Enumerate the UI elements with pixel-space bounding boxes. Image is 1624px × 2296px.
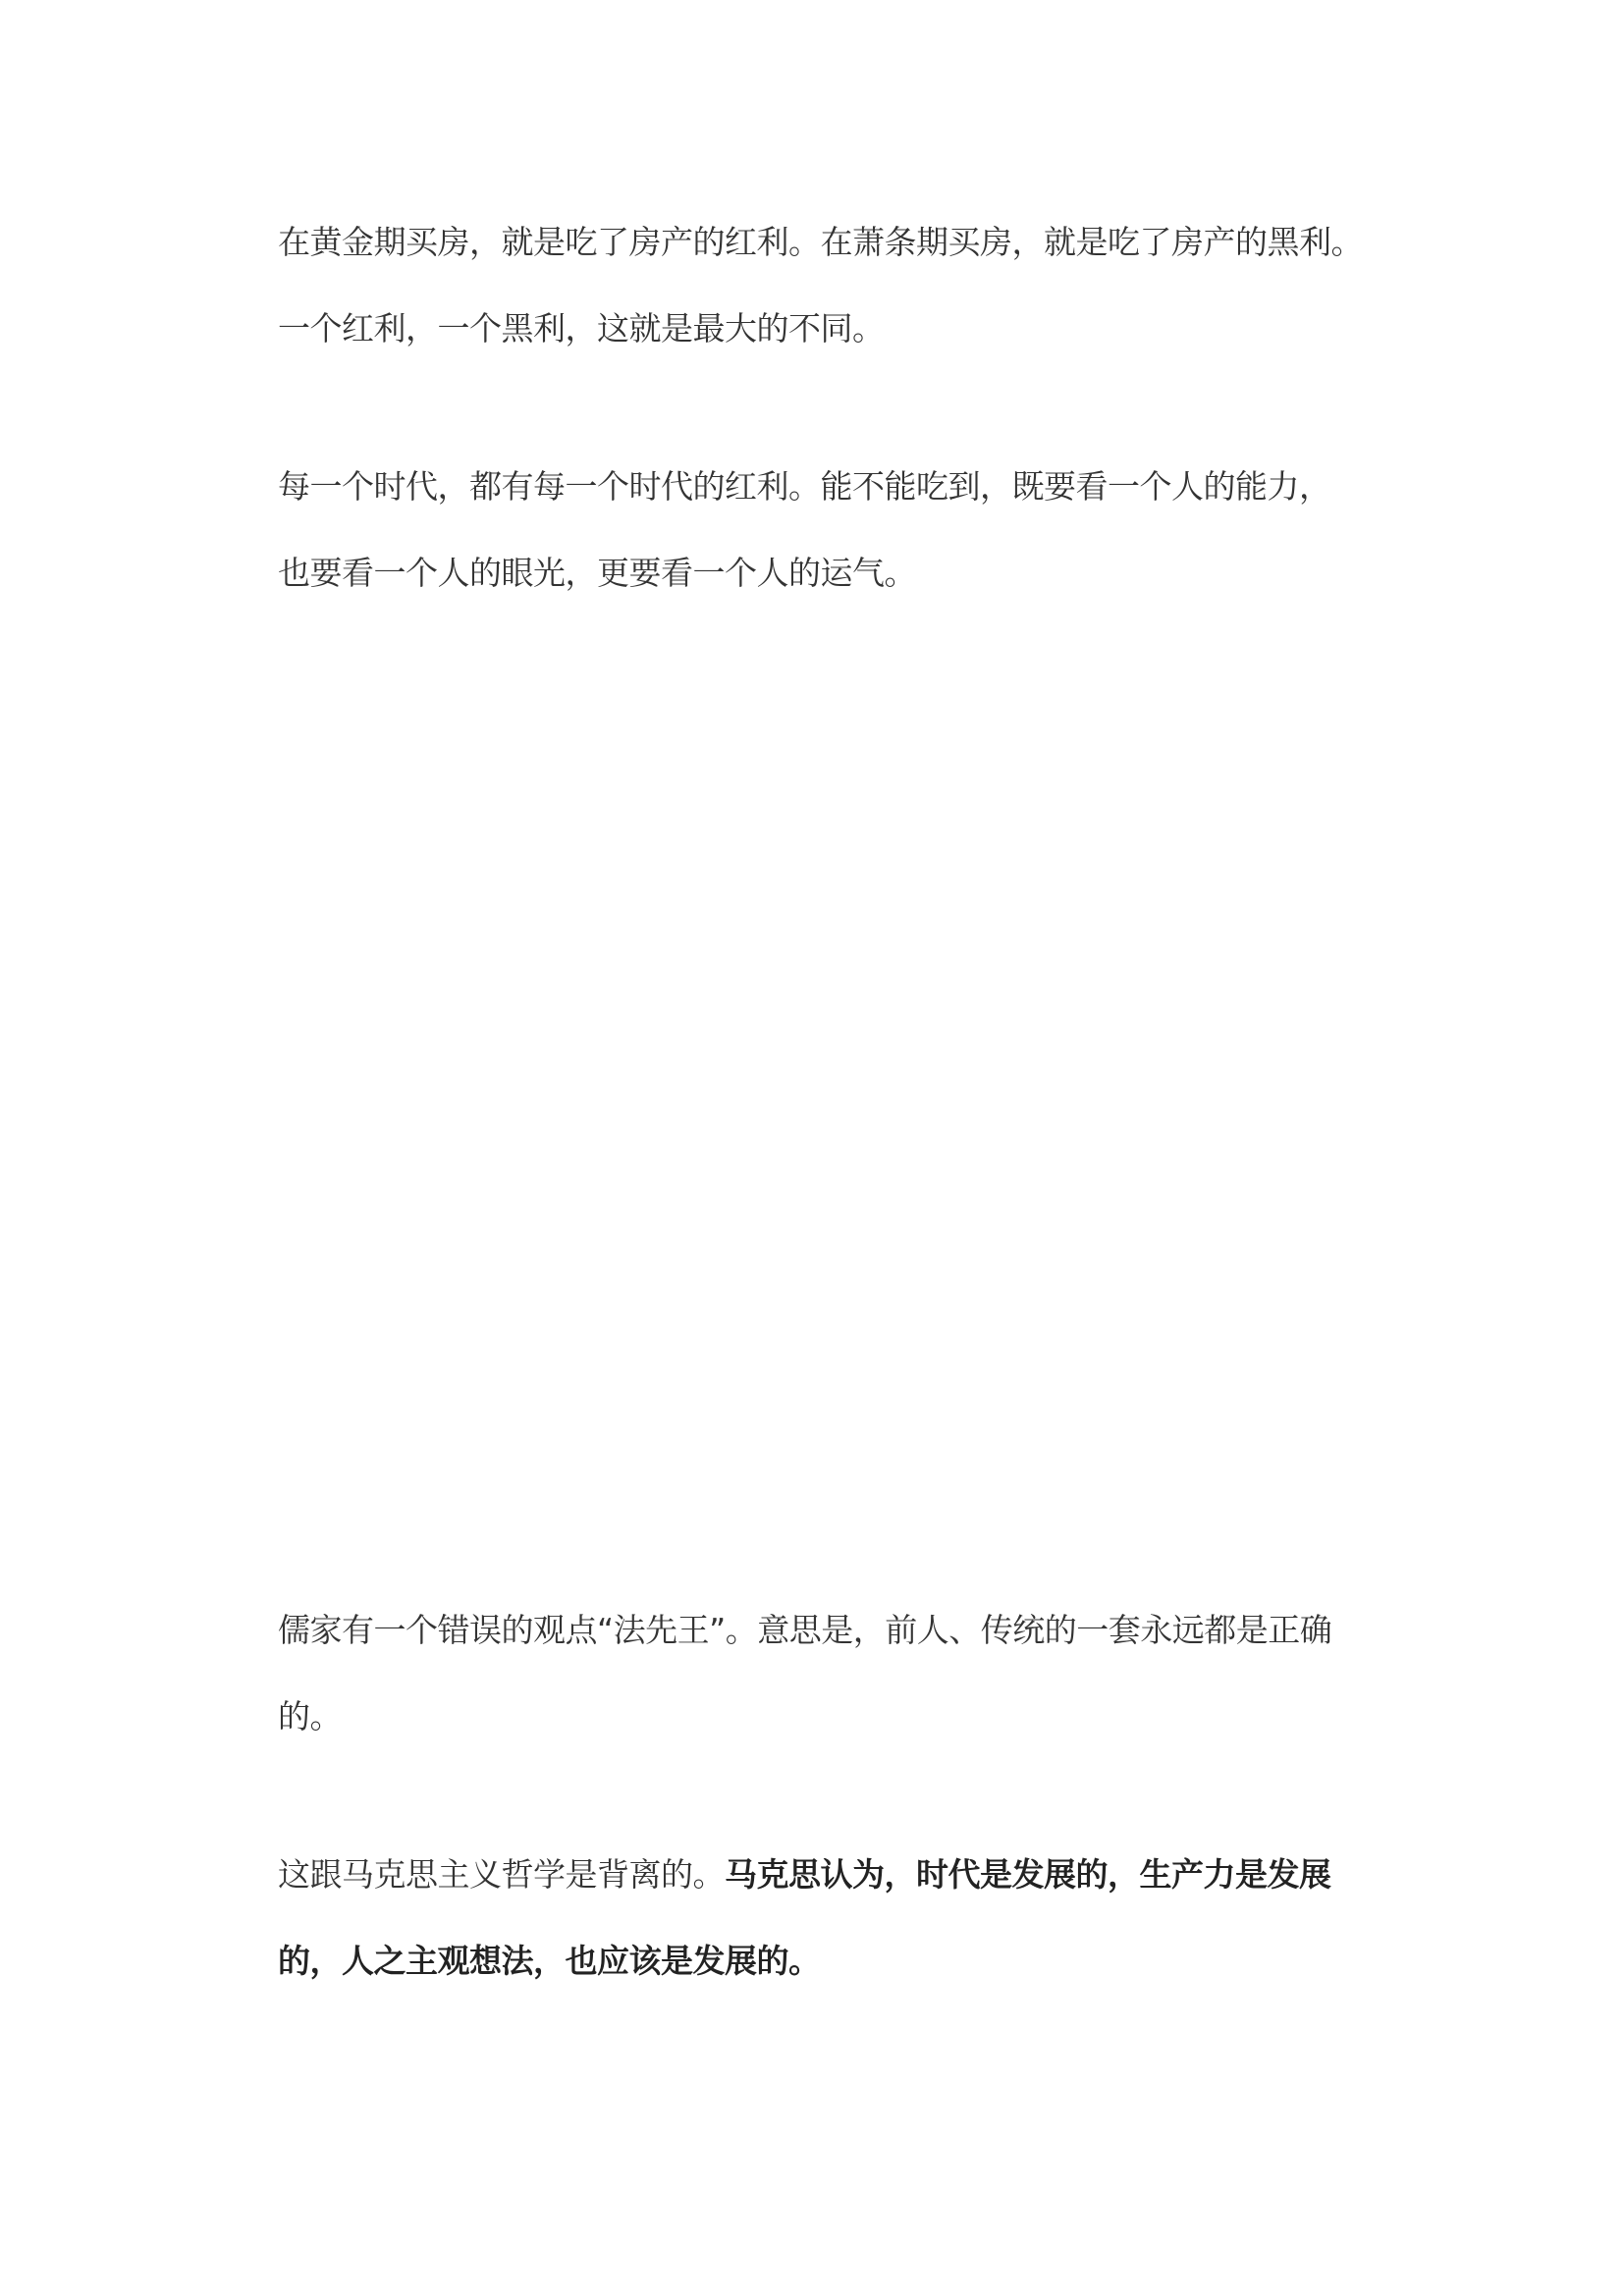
normal-text: 这跟马克思主义哲学是背离的。 (278, 1855, 725, 1894)
paragraph-line: 在黄金期买房，就是吃了房产的红利。在萧条期买房，就是吃了房产的黑利。 (278, 223, 1363, 261)
paragraph-line: 的。 (278, 1697, 342, 1735)
paragraph-housing-dividend (278, 199, 1363, 372)
paragraph-line: 一个红利，一个黑利，这就是最大的不同。 (278, 309, 885, 347)
paragraph-line: 也要看一个人的眼光，更要看一个人的运气。 (278, 554, 916, 592)
paragraph-marxism (278, 1832, 1358, 2004)
bold-emphasis-text: 的，人之主观想法，也应该是发展的。 (278, 1942, 821, 1980)
paragraph-line (278, 1832, 1358, 1918)
paragraph-era-dividend (278, 444, 1358, 616)
paragraph-line: 每一个时代，都有每一个时代的红利。能不能吃到，既要看一个人的能力， (278, 467, 1331, 506)
paragraph-line: 儒家有一个错误的观点“法先王”。意思是，前人、传统的一套永远都是正确 (278, 1611, 1332, 1649)
bold-emphasis-text: 马克思认为，时代是发展的，生产力是发展 (725, 1855, 1331, 1894)
paragraph-confucian-view (278, 1587, 1358, 1760)
